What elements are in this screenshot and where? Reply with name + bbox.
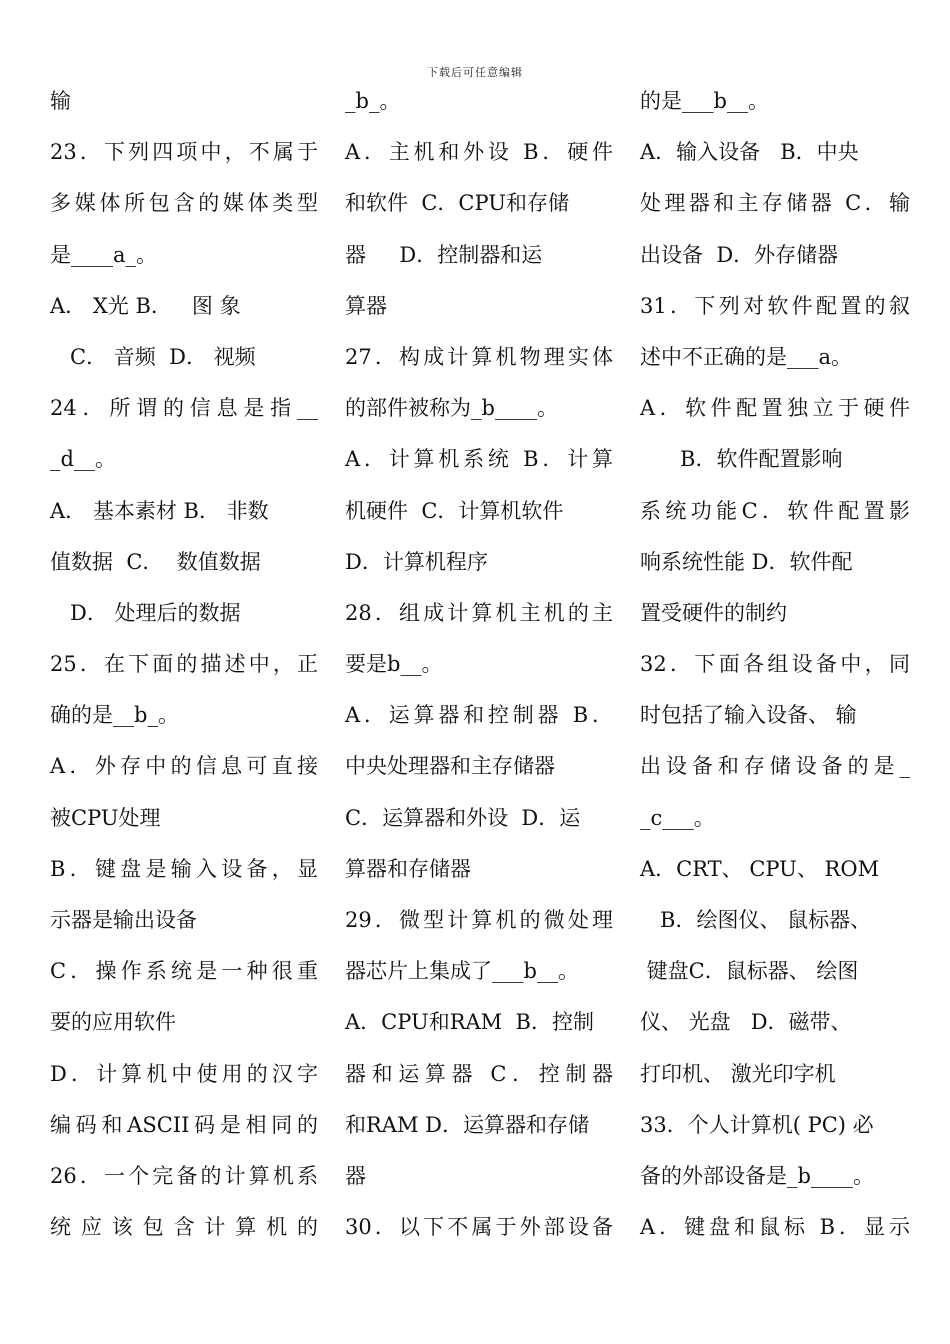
- text-line: A． X光 B． 图 象: [50, 293, 241, 318]
- text-line: A．键盘和鼠标 B．显示: [640, 1215, 910, 1240]
- text-line: 要的应用软件: [50, 1010, 176, 1035]
- text-line: 中央处理器和主存储器: [345, 754, 555, 779]
- text-line: 和软件 C．CPU和存储: [345, 191, 569, 216]
- text-line: A．主机和外设 B．硬件: [345, 140, 613, 165]
- text-line: 的部件被称为_b____。: [345, 396, 558, 421]
- page-header-note: 下载后可任意编辑: [427, 66, 523, 79]
- text-line: 32．下面各组设备中，同: [640, 652, 910, 677]
- text-line: 23．下列四项中，不属于: [50, 140, 318, 165]
- text-column-3: [640, 76, 910, 1253]
- text-line: 出设备和存储设备的是_: [640, 754, 910, 779]
- text-column-2: [345, 76, 613, 1253]
- text-line: 键盘C．鼠标器、 绘图: [640, 959, 859, 984]
- text-line: 25．在下面的描述中，正: [50, 652, 318, 677]
- text-line: 值数据 C． 数值数据: [50, 549, 261, 574]
- text-line: 输: [50, 89, 71, 113]
- text-line: 器: [345, 1163, 366, 1188]
- text-line: 备的外部设备是_b____。: [640, 1163, 874, 1188]
- text-line: 31．下列对软件配置的叙: [640, 293, 910, 318]
- text-line: 处理器和主存储器 C．输: [640, 191, 910, 216]
- text-line: _d__。: [50, 447, 116, 472]
- text-line: 响系统性能 D．软件配: [640, 549, 853, 574]
- text-line: 器芯片上集成了___b__。: [345, 959, 579, 984]
- text-line: 29．微型计算机的微处理: [345, 908, 613, 932]
- text-line: 被CPU处理: [50, 805, 161, 830]
- text-line: A．软件配置独立于硬件: [640, 396, 910, 421]
- text-line: 器 D．控制器和运: [345, 242, 543, 267]
- text-line: A．运算器和控制器 B．: [345, 703, 613, 728]
- text-line: 算器: [345, 293, 387, 318]
- text-column-1: [50, 76, 318, 1253]
- text-line: B．软件配置影响: [640, 447, 843, 472]
- text-line: 27．构成计算机物理实体: [345, 344, 613, 369]
- text-line: A． 基本素材 B． 非数: [50, 498, 269, 523]
- text-line: 确的是__b_。: [50, 703, 179, 728]
- text-line: 时包括了输入设备、 输: [640, 703, 857, 728]
- text-line: 33．个人计算机( PC) 必: [640, 1112, 874, 1137]
- text-line: _c___。: [640, 805, 715, 830]
- text-line: 示器是输出设备: [50, 908, 197, 932]
- text-line: 编码和ASCII码是相同的: [50, 1112, 318, 1137]
- text-line: 是____a_。: [50, 242, 158, 267]
- text-line: 器和运算器 C．控制器: [345, 1061, 613, 1086]
- text-line: 出设备 D．外存储器: [640, 242, 839, 267]
- text-line: 置受硬件的制约: [640, 600, 787, 625]
- text-line: 多媒体所包含的媒体类型: [50, 191, 318, 216]
- text-line: C． 音频 D． 视频: [50, 344, 256, 369]
- text-line: B．绘图仪、 鼠标器、: [640, 908, 872, 932]
- text-line: A．CRT、 CPU、 ROM: [640, 856, 880, 881]
- text-line: 机硬件 C．计算机软件: [345, 498, 564, 523]
- text-line: C．操作系统是一种很重: [50, 959, 318, 984]
- text-line: 和RAM D．运算器和存储: [345, 1112, 589, 1137]
- text-line: 30．以下不属于外部设备: [345, 1215, 613, 1240]
- text-line: 打印机、 激光印字机: [640, 1061, 836, 1086]
- text-line: 系统功能C．软件配置影: [640, 498, 910, 523]
- text-line: A．计算机系统 B．计算: [345, 447, 613, 472]
- text-line: 26．一个完备的计算机系: [50, 1163, 318, 1188]
- text-line: D． 处理后的数据: [50, 600, 241, 625]
- text-line: A．CPU和RAM B．控制: [345, 1010, 594, 1035]
- text-line: A．输入设备 B．中央: [640, 140, 859, 165]
- text-line: C．运算器和外设 D．运: [345, 805, 581, 830]
- text-line: A．外存中的信息可直接: [50, 754, 318, 779]
- text-line: 24．所谓的信息是指__: [50, 396, 318, 421]
- text-line: _b_。: [345, 89, 401, 113]
- text-line: 统应该包含计算机的: [50, 1215, 318, 1240]
- text-line: B．键盘是输入设备，显: [50, 856, 318, 881]
- text-line: 述中不正确的是___a。: [640, 344, 853, 369]
- text-line: 的是___b__。: [640, 89, 769, 113]
- text-line: D．计算机中使用的汉字: [50, 1061, 318, 1086]
- text-line: 要是b__。: [345, 652, 443, 677]
- text-line: 算器和存储器: [345, 856, 471, 881]
- text-line: 仪、 光盘 D．磁带、: [640, 1010, 852, 1035]
- text-line: D．计算机程序: [345, 549, 488, 574]
- text-line: 28．组成计算机主机的主: [345, 600, 613, 625]
